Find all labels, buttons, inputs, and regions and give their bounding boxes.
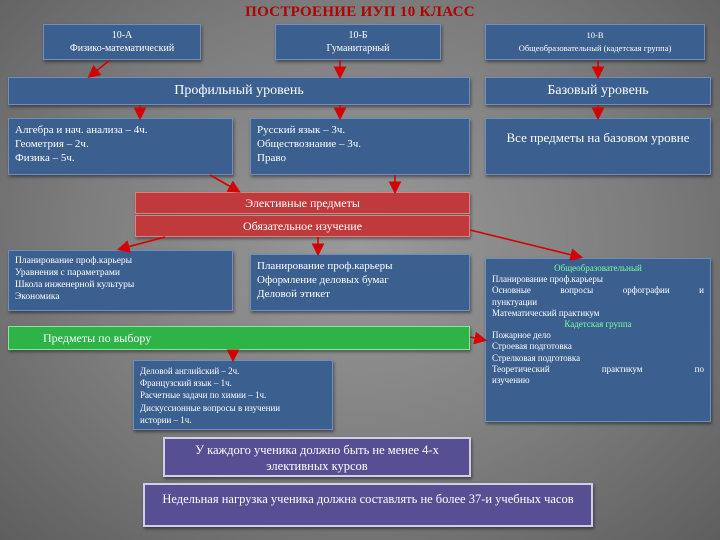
max-load-note: Недельная нагрузка ученика должна составлять не более 37-и учебных часов [143,483,593,527]
class-10a-name: Физико-математический [69,43,175,54]
base-level-bar: Базовый уровень [485,77,711,105]
list-item: Математический практикум [492,307,600,318]
list-item: истории – 1ч. [140,414,192,425]
page-title: ПОСТРОЕНИЕ ИУП 10 КЛАСС [245,4,475,20]
list-item: пунктуации [492,296,538,307]
list-item: Стрелковая подготовка [492,352,581,363]
list-item: Строевая подготовка [492,341,572,352]
list-item: изучению [492,375,530,386]
class-10v-code: 10-В [586,30,604,40]
arrow [120,237,165,249]
list-item: Уравнения с параметрами [15,268,120,278]
list-item: Французский язык – 1ч. [140,378,232,389]
list-item: Пожарное дело [492,330,551,341]
list-item: Деловой английский – 2ч. [140,366,240,376]
list-item: Экономика [15,292,60,302]
general-group-title: Общеобразовательный [554,263,642,273]
subject-item: Алгебра и нач. анализа – 4ч. [15,124,148,136]
list-item: Дискуссионные вопросы в изучении [140,402,281,413]
list-item: Оформление деловых бумаг [257,274,389,286]
min-electives-note: У каждого ученика должно быть не менее 4-х элективных курсов [163,437,471,477]
class-10v-name: Общеобразовательный (кадетская группа) [518,43,672,53]
arrow [210,175,238,191]
arrow [470,230,580,257]
class-10b-name: Гуманитарный [326,43,390,54]
optional-subjects-bar: Предметы по выбору [8,326,470,350]
class-10b-code: 10-Б [348,30,368,41]
list-item: Планирование проф.карьеры [15,256,133,266]
list-item: Основные вопросы орфографии и [492,285,704,296]
subject-item: Право [257,152,286,164]
list-item: Планирование проф.карьеры [257,260,393,272]
list-item: Деловой этикет [257,288,330,300]
list-item: Расчетные задачи по химии – 1ч. [140,390,267,401]
list-item: Планирование проф.карьеры [492,274,603,285]
cadet-group-title: Кадетская группа [564,319,632,330]
profile-level-bar: Профильный уровень [8,77,470,105]
arrow [90,60,110,76]
general-subjects: Все предметы на базовом уровне [485,118,711,175]
mandatory-bar: Обязательное изучение [135,215,470,237]
subject-item: Физика – 5ч. [15,152,75,164]
subject-item: Русский язык – 3ч. [257,124,346,136]
list-item: Школа инженерной культуры [15,280,135,290]
arrow [470,337,484,340]
list-item: Теоретический практикум по [492,363,704,374]
class-10a-code: 10-А [111,30,133,41]
electives-bar: Элективные предметы [135,192,470,214]
subject-item: Геометрия – 2ч. [15,138,89,150]
subject-item: Обществознание – 3ч. [257,138,362,150]
